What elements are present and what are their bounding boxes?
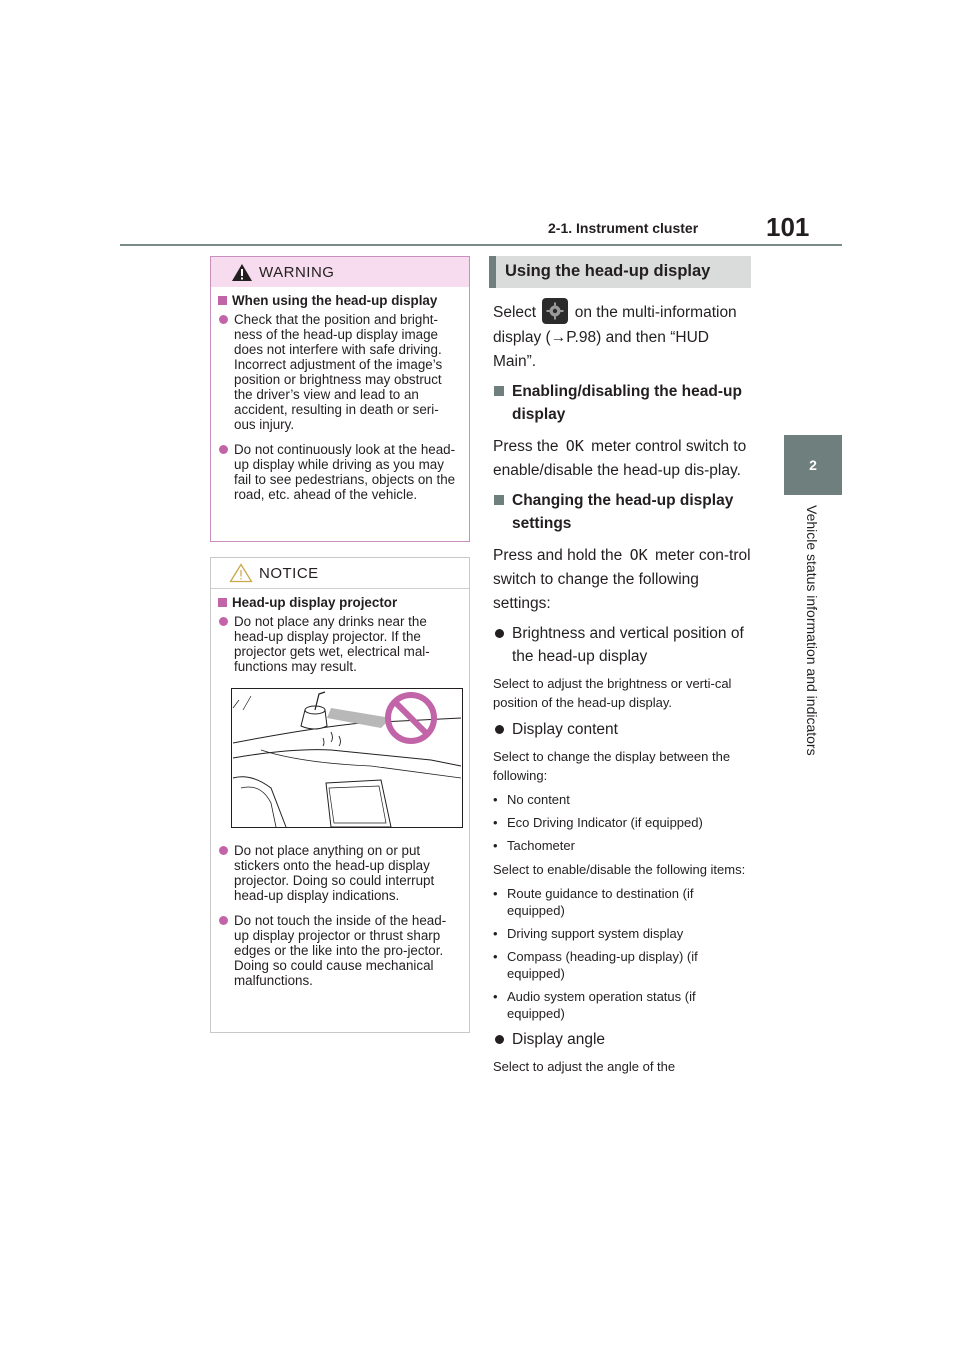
circle-bullet-icon xyxy=(219,617,228,626)
circle-bullet-icon xyxy=(495,725,504,734)
brightness-heading: Brightness and vertical position of the head-up display xyxy=(493,622,751,668)
page-header xyxy=(548,212,848,242)
circle-bullet-icon xyxy=(219,445,228,454)
content-heading: Display content xyxy=(493,718,751,741)
caution-triangle-icon xyxy=(229,563,253,583)
warning-item: Do not continuously look at the head-up display while driving as you may fail to see pedestrians, objects on the road, etc. ahead of the vehicle. xyxy=(217,442,459,502)
notice-header xyxy=(211,558,469,589)
angle-heading: Display angle xyxy=(493,1028,751,1051)
warning-box xyxy=(210,256,470,542)
list-item: • Tachometer xyxy=(493,838,575,853)
change-paragraph: Press and hold the OK meter con-trol switch to change the following settings: xyxy=(493,546,751,612)
ok-switch-label: OK xyxy=(565,437,584,455)
notice-item: Do not place anything on or put stickers onto the head-up display projector. Doing so could interrupt head-up display indications. xyxy=(217,843,459,903)
notice-box xyxy=(210,557,470,1033)
notice-heading: Head-up display projector xyxy=(217,595,459,610)
square-bullet-icon xyxy=(494,386,504,396)
drink-prohibited-illustration xyxy=(231,688,463,828)
brightness-text: Select to adjust the brightness or verti-cal position of the head-up display. xyxy=(493,676,732,710)
circle-bullet-icon xyxy=(495,629,504,638)
warning-heading: When using the head-up display xyxy=(217,293,459,308)
intro-paragraph: Select on the multi-information display (→P.98) and then “HUD Main”. xyxy=(493,300,751,374)
section-heading: Using the head-up display xyxy=(489,256,751,288)
chapter-label-container xyxy=(784,505,842,785)
circle-bullet-icon xyxy=(219,916,228,925)
list-item: • Driving support system display xyxy=(493,926,684,941)
square-bullet-icon xyxy=(494,495,504,505)
settings-gear-icon xyxy=(542,298,568,324)
notice-item: Do not touch the inside of the head-up display projector or thrust sharp edges or the like into the pro-jector. Doing so could cause mechanical malfunctions. xyxy=(217,913,459,988)
section-title: 2-1. Instrument cluster xyxy=(548,220,699,236)
chapter-tab[interactable] xyxy=(784,435,842,495)
circle-bullet-icon xyxy=(219,846,228,855)
list-item: • Compass (heading-up display) (if equipped) xyxy=(493,949,698,981)
ok-switch-label: OK xyxy=(629,546,648,564)
list-item: • Route guidance to destination (if equipped) xyxy=(493,886,694,918)
enable-paragraph: Press the OK meter control switch to enable/disable the head-up dis-play. xyxy=(493,437,747,479)
list-item: • No content xyxy=(493,792,570,807)
notice-item: Do not place any drinks near the head-up display projector. If the projector gets wet, electrical mal-functions may result. xyxy=(217,614,459,674)
circle-bullet-icon xyxy=(495,1035,504,1044)
chapter-label: Vehicle status information and indicators xyxy=(804,505,820,756)
enable-heading: Enabling/disabling the head-up display xyxy=(493,380,751,426)
warning-triangle-icon xyxy=(231,263,253,282)
items-text: Select to enable/disable the following items: xyxy=(493,862,746,877)
chapter-number: 2 xyxy=(809,457,817,473)
square-bullet-icon xyxy=(218,598,227,607)
main-content xyxy=(489,256,751,1082)
circle-bullet-icon xyxy=(219,315,228,324)
section-heading-bar xyxy=(489,256,496,288)
list-item: • Audio system operation status (if equipped) xyxy=(493,989,696,1021)
warning-item: Check that the position and bright-ness of the head-up display image does not interfere with safe driving. Incorrect adjustment of the image’s position or brightness may obstruct the driver’s view and lead to an accident, resulting in death or seri-ous injury. xyxy=(217,312,459,432)
warning-title: WARNING xyxy=(259,264,335,281)
header-rule xyxy=(120,244,842,246)
change-heading: Changing the head-up display settings xyxy=(493,489,751,535)
warning-header xyxy=(211,257,469,287)
page-number: 101 xyxy=(766,212,810,242)
list-item: • Eco Driving Indicator (if equipped) xyxy=(493,815,703,830)
notice-title: NOTICE xyxy=(259,565,319,582)
content-text: Select to change the display between the following: xyxy=(493,749,731,783)
square-bullet-icon xyxy=(218,296,227,305)
angle-text: Select to adjust the angle of the xyxy=(493,1059,676,1074)
